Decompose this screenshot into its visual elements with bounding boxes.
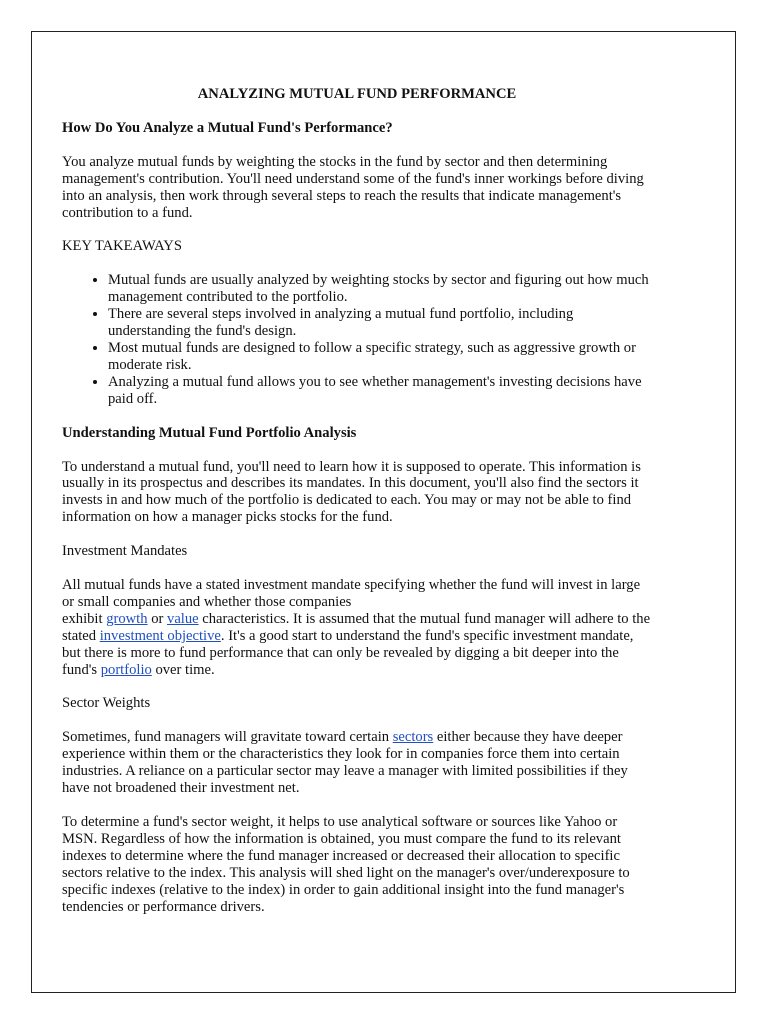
takeaway-item: • Mutual funds are usually analyzed by weighting stocks by sector and figuring out how much management contributed to the portfolio. (108, 272, 652, 306)
heading-investment-mandates: Investment Mandates (62, 543, 188, 560)
takeaway-item: • There are several steps involved in analyzing a mutual fund portfolio, including understanding the fund's design. (108, 306, 652, 340)
mandates-text: characteristics. It is assumed that the mutual fund manager will adhere to the stated (62, 610, 651, 644)
takeaway-item: • Most mutual funds are designed to follow a specific strategy, such as aggressive growth or moderate risk. (108, 340, 652, 374)
takeaway-item: • Analyzing a mutual fund allows you to see whether management's investing decisions have paid off. (108, 374, 652, 408)
sector-paragraph (62, 729, 652, 797)
mandates-text: or (147, 610, 168, 627)
link-investment-objective[interactable]: investment objective (99, 627, 221, 644)
mandates-text: exhibit (62, 610, 107, 627)
takeaways-list (62, 272, 652, 407)
heading-analyze: How Do You Analyze a Mutual Fund's Performance? (62, 119, 393, 136)
mandates-text: All mutual funds have a stated investment mandate specifying whether the fund will invest in large or small companies and whether those companies (62, 577, 641, 610)
document-title: ANALYZING MUTUAL FUND PERFORMANCE (197, 86, 517, 102)
understanding-paragraph: To understand a mutual fund, you'll need to learn how it is supposed to operate. This information is usually in its prospectus and describes its mandates. In this document, you'll also find the sectors it invests in and how much of the portfolio is dedicated to each. You may or may not be able to find information on how a manager picks stocks for the fund. (62, 458, 641, 526)
sector-text: either because they have deeper experience within them or the characteristics they look for in companies force them into certain industries. A reliance on a particular sector may leave a manager with limited possibilities if they have not broadened their investment net. (62, 729, 628, 797)
link-value[interactable]: value (167, 610, 199, 627)
link-portfolio[interactable]: portfolio (100, 661, 152, 678)
sector-weight-paragraph: To determine a fund's sector weight, it helps to use analytical software or sources like Yahoo or MSN. Regardless of how the information is obtained, you must compare the fund to its relevant indexes to determine where the fund manager increased or decreased their allocation to specific sectors relative to the index. This analysis will shed light on the manager's over/underexposure to specific indexes (relative to the index) in order to gain additional insight into the fund manager's tendencies or performance drivers. (62, 814, 630, 915)
document-body (62, 86, 652, 932)
link-growth[interactable]: growth (106, 610, 148, 627)
link-sectors[interactable]: sectors (392, 729, 434, 746)
intro-paragraph: You analyze mutual funds by weighting the stocks in the fund by sector and then determining management's contribution. You'll need understand some of the fund's inner workings before diving into an analysis, then work through several steps to reach the results that indicate management's contribution to a fund. (62, 153, 644, 221)
heading-understanding: Understanding Mutual Fund Portfolio Analysis (62, 424, 357, 441)
key-takeaways-label: KEY TAKEAWAYS (62, 238, 182, 255)
mandates-paragraph (62, 577, 652, 678)
mandates-text: over time. (151, 661, 215, 678)
mandates-text: . It's a good start to understand the fund's specific investment mandate, but there is more to fund performance that can only be revealed by digging a bit deeper into the fund's (62, 627, 634, 678)
sector-text: Sometimes, fund managers will gravitate toward certain (62, 729, 393, 746)
heading-sector-weights: Sector Weights (62, 695, 151, 712)
